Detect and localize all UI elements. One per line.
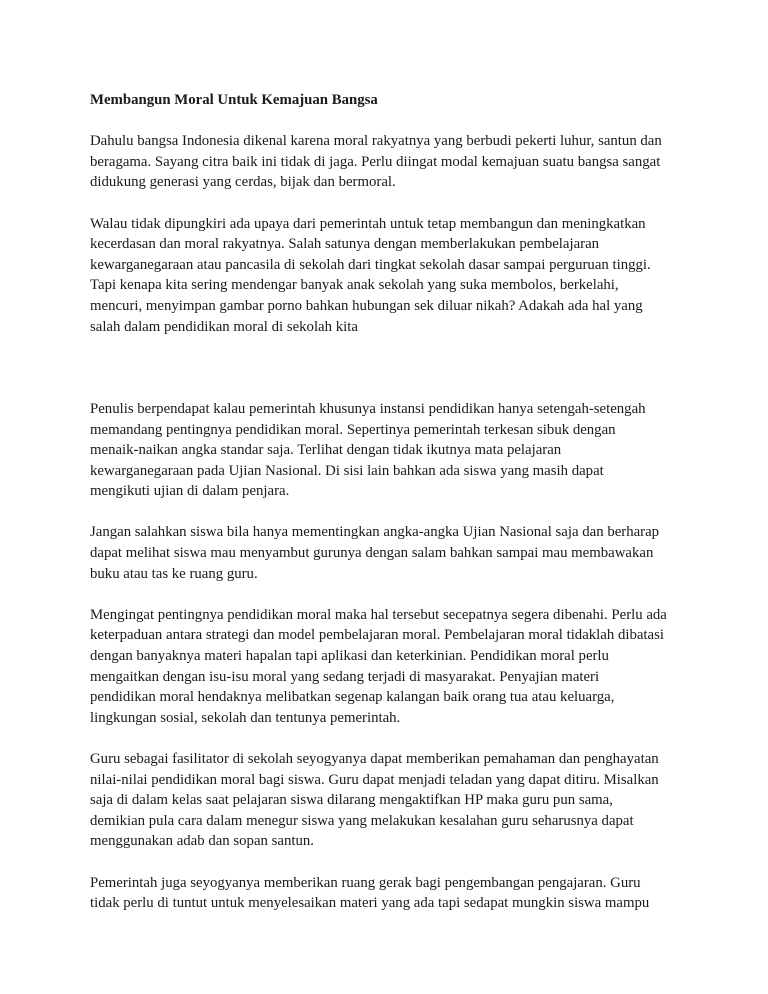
text-line: demikian pula cara dalam menegur siswa yang melakukan kesalahan guru seharusnya dapat <box>90 812 634 829</box>
text-line: nilai-nilai pendidikan moral bagi siswa. Guru dapat menjadi teladan yang dapat ditiru. Misalkan <box>90 771 659 788</box>
text-line: mengikuti ujian di dalam penjara. <box>90 483 290 500</box>
paragraph-7 <box>90 873 686 914</box>
spacer <box>90 111 686 132</box>
text-line: Jangan salahkan siswa bila hanya mementingkan angka-angka Ujian Nasional saja dan berharap <box>90 524 660 541</box>
text-line: mengaitkan dengan isu-isu moral yang sedang terjadi di masyarakat. Penyajian materi <box>90 668 600 685</box>
text-line: kecerdasan dan moral rakyatnya. Salah satunya dengan memberlakukan pembelajaran <box>90 236 600 253</box>
text-line: keterpaduan antara strategi dan model pembelajaran moral. Pembelajaran moral tidaklah dibatasi <box>90 627 664 644</box>
paragraph-2 <box>90 214 686 338</box>
text-line: salah dalam pendidikan moral di sekolah kita <box>90 318 358 335</box>
document-body <box>90 90 686 914</box>
paragraph-6 <box>90 749 686 852</box>
spacer <box>90 502 686 523</box>
text-line: dengan banyaknya materi hapalan tapi aplikasi dan keterkinian. Pendidikan moral perlu <box>90 648 609 665</box>
paragraph-5 <box>90 605 686 729</box>
text-line: kewarganegaraan atau pancasila di sekolah dari tingkat sekolah dasar sampai perguruan tinggi. <box>90 256 651 273</box>
paragraph-3 <box>90 399 686 502</box>
text-line: Walau tidak dipungkiri ada upaya dari pemerintah untuk tetap membangun dan meningkatkan <box>90 215 646 232</box>
text-line: Penulis berpendapat kalau pemerintah khusunya instansi pendidikan hanya setengah-setengah <box>90 400 646 417</box>
text-line: mencuri, menyimpan gambar porno bahkan hubungan sek diluar nikah? Adakah ada hal yang <box>90 297 643 314</box>
document-title: Membangun Moral Untuk Kemajuan Bangsa <box>90 92 378 108</box>
text-line: saja di dalam kelas saat pelajaran siswa dilarang mengaktifkan HP maka guru pun sama, <box>90 792 613 809</box>
paragraph-4 <box>90 522 686 584</box>
spacer <box>90 193 686 214</box>
text-line: lingkungan sosial, sekolah dan tentunya pemerintah. <box>90 709 401 726</box>
text-line: dapat melihat siswa mau menyambut gurunya dengan salam bahkan sampai mau membawakan <box>90 545 654 562</box>
spacer <box>90 728 686 749</box>
text-line: didukung generasi yang cerdas, bijak dan bermoral. <box>90 174 396 191</box>
text-line: menaik-naikan angka standar saja. Terlihat dengan tidak ikutnya mata pelajaran <box>90 442 562 459</box>
text-line: tidak perlu di tuntut untuk menyelesaikan materi yang ada tapi sedapat mungkin siswa mampu <box>90 895 650 912</box>
spacer <box>90 852 686 873</box>
text-line: beragama. Sayang citra baik ini tidak di jaga. Perlu diingat modal kemajuan suatu bangsa sangat <box>90 153 661 170</box>
spacer <box>90 337 686 399</box>
text-line: Guru sebagai fasilitator di sekolah seyogyanya dapat memberikan pemahaman dan penghayatan <box>90 751 659 768</box>
text-line: kewarganegaraan pada Ujian Nasional. Di sisi lain bahkan ada siswa yang masih dapat <box>90 462 604 479</box>
text-line: Dahulu bangsa Indonesia dikenal karena moral rakyatnya yang berbudi pekerti luhur, santun dan <box>90 133 662 150</box>
paragraph-1 <box>90 131 686 193</box>
text-line: Mengingat pentingnya pendidikan moral maka hal tersebut secepatnya segera dibenahi. Perlu ada <box>90 606 667 623</box>
text-line: buku atau tas ke ruang guru. <box>90 565 258 582</box>
spacer <box>90 584 686 605</box>
text-line: Pemerintah juga seyogyanya memberikan ruang gerak bagi pengembangan pengajaran. Guru <box>90 874 641 891</box>
text-line: memandang pentingnya pendidikan moral. Sepertinya pemerintah terkesan sibuk dengan <box>90 421 616 438</box>
text-line: pendidikan moral hendaknya melibatkan segenap kalangan baik orang tua atau keluarga, <box>90 689 615 706</box>
text-line: Tapi kenapa kita sering mendengar banyak anak sekolah yang suka membolos, berkelahi, <box>90 277 619 294</box>
text-line: menggunakan adab dan sopan santun. <box>90 833 314 850</box>
